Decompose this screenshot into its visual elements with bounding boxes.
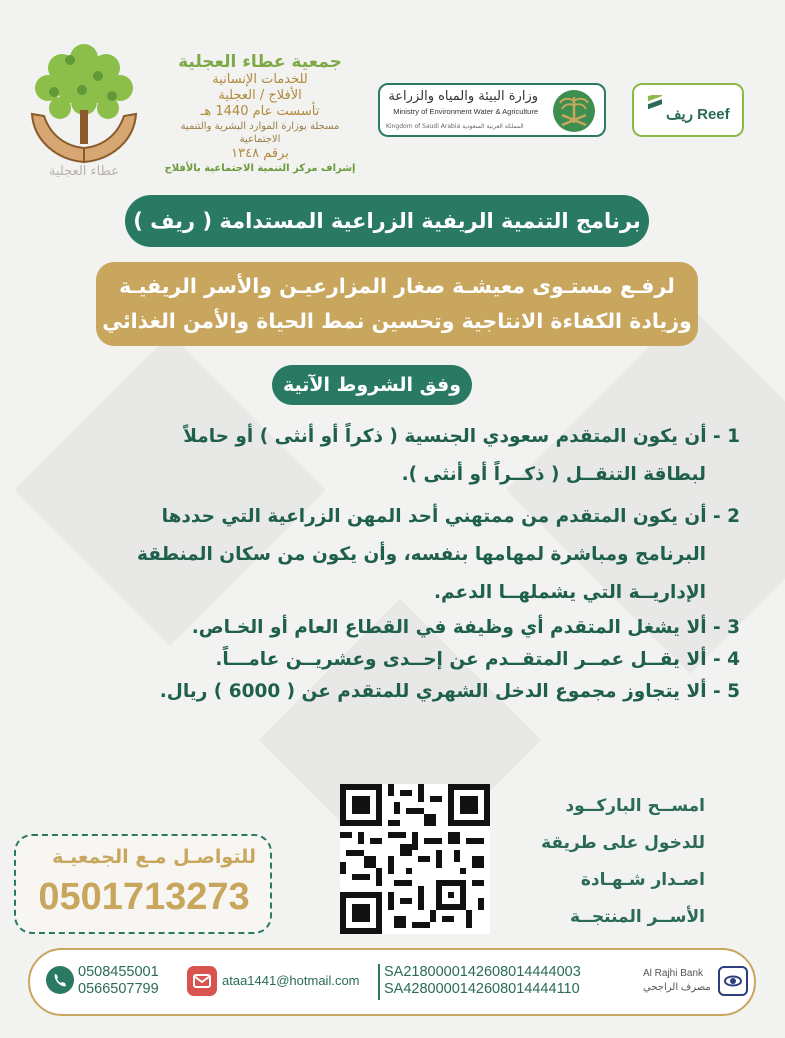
condition-item: لبطاقة التنقــل ( ذكــراً أو أنثى ). [401,464,706,485]
footer-phones [78,964,159,998]
org-logo-caption: عطاء العجلية [48,164,120,179]
palm-swords-emblem-icon [550,89,598,133]
email-icon [187,966,217,996]
conditions-heading: وفق الشروط الآتية [272,365,472,405]
contact-phone[interactable]: 0501713273 [38,876,250,918]
condition-item: البرنامج ومباشرة لمهامها بنفسه، وأن يكون من سكان المنطقة [137,544,706,565]
scan-line: للدخول على طريقة [541,833,705,853]
association-contact [14,834,272,934]
footer-bar [28,948,756,1016]
reef-logo-text: ريف Reef [666,106,730,123]
program-title: برنامج التنمية الريفية الزراعية المستدامة ( ريف ) [125,195,649,247]
ministry-name-ar: وزارة البيئة والمياه والزراعة [388,89,538,104]
footer-ibans [384,964,581,998]
program-goal-line: لرفـع مستـوى معيشـة صغار المزارعيـن والأسر الريفيـة [119,274,675,298]
condition-item: 1 - أن يكون المتقدم سعودي الجنسية ( ذكراً أو أنثى ) أو حاملاً [183,426,740,447]
qr-code[interactable] [340,784,490,934]
organization-name: جمعية عطاء العجلية [178,52,342,72]
scan-line: اصـدار شـهـادة [580,870,705,890]
footer-phone[interactable]: 0508455001 [78,964,159,980]
whatsapp-icon [46,966,74,994]
reef-logo [632,83,744,137]
footer-divider [378,964,380,1000]
org-line: الأفلاج / العجلية [218,88,302,103]
conditions-list [28,418,740,708]
scan-instructions [505,788,705,936]
org-line: للخدمات الإنسانية [212,72,308,87]
org-line: برقم ١٣٤٨ [231,146,289,161]
organization-info [160,52,360,175]
contact-label: للتواصـل مـع الجمعيـة [52,846,256,868]
bank-name [643,967,711,995]
scan-line: الأســر المنتجــة [570,907,705,927]
org-line: إشراف مركز التنمية الاجتماعية بالأفلاج [164,163,356,174]
ministry-name-en: Ministry of Environment Water & Agriculture [393,107,538,116]
scan-line: امســح الباركــود [565,796,705,816]
org-line: مسجلة بوزارة الموارد البشرية والتنمية الاجتماعية [180,121,340,145]
org-line: تأسست عام 1440 هـ [200,104,320,119]
ministry-logo [378,83,606,137]
reef-mark-icon [646,95,668,117]
program-goal [96,262,698,346]
footer-phone[interactable]: 0566507799 [78,981,159,997]
condition-item: 2 - أن يكون المتقدم من ممتهني أحد المهن الزراعية التي حددها [161,506,740,527]
iban: SA2180000142608014444003 [384,964,581,980]
condition-item: الإداريــة التي يشملهــا الدعم. [434,582,706,603]
bank-name-en: Al Rajhi Bank [643,968,704,979]
bank-logo-icon [718,966,748,996]
condition-item: 3 - ألا يشغل المتقدم أي وظيفة في القطاع العام أو الخـاص. [191,617,740,638]
program-goal-line: وزيادة الكفاءة الانتاجية وتحسين نمط الحياة والأمن الغذائي [102,309,692,333]
footer-email[interactable]: ataa1441@hotmail.com [222,973,360,988]
condition-item: 5 - ألا يتجاوز مجموع الدخل الشهري للمتقدم عن ( 6000 ) ريال. [159,681,740,702]
bank-name-ar: مصرف الراجحي [643,982,711,993]
ministry-subline: Kingdom of Saudi Arabia المملكة العربية السعودية [386,123,524,130]
condition-item: 4 - ألا يقــل عمــر المتقــدم عن إحــدى وعشريــن عامـــاً. [215,649,740,670]
iban: SA4280000142608014444110 [384,981,580,997]
